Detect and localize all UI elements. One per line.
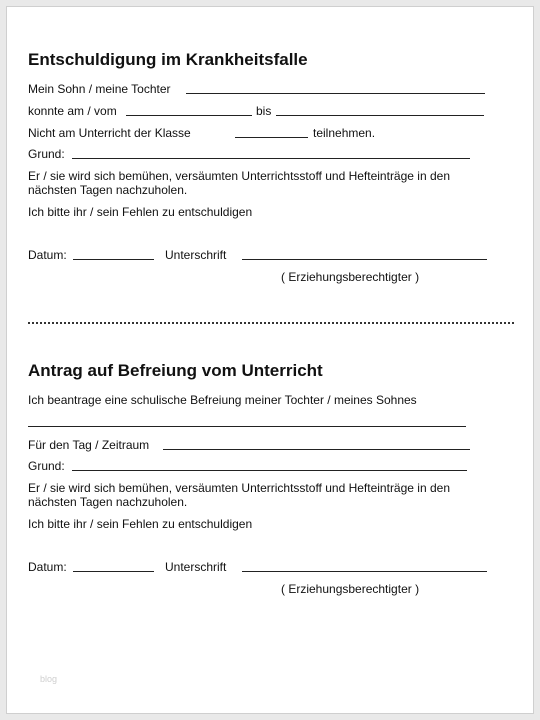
signature-label: Unterschrift [165,560,227,574]
signature-line[interactable] [242,571,487,572]
watermark: blog [40,674,58,684]
dotted-separator [28,320,514,324]
to-label: bis [256,104,272,118]
child-name-line[interactable] [28,426,466,427]
reason-label: Grund: [28,459,65,473]
class-line[interactable] [235,137,308,138]
form-page [6,6,534,714]
son-daughter-label: Mein Sohn / meine Tochter [28,82,171,96]
period-label: Für den Tag / Zeitraum [28,438,150,452]
notice-line-1: Er / sie wird sich bemühen, versäumten Unterrichtsstoff und Hefteinträge in den [28,169,450,183]
section1-title: Entschuldigung im Krankheitsfalle [28,50,308,69]
date-label: Datum: [28,248,67,262]
notice-line-1: Er / sie wird sich bemühen, versäumten Unterrichtsstoff und Hefteinträge in den [28,481,450,495]
reason-label: Grund: [28,147,65,161]
from-date-line[interactable] [126,115,252,116]
guardian-label: ( Erziehungsberechtigter ) [281,270,420,284]
child-name-line[interactable] [186,93,485,94]
reason-line[interactable] [72,470,467,471]
period-line[interactable] [163,449,470,450]
section2-title: Antrag auf Befreiung vom Unterricht [28,361,323,380]
reason-line[interactable] [72,158,470,159]
date-label: Datum: [28,560,67,574]
date-line[interactable] [73,571,154,572]
could-from-label: konnte am / vom [28,104,117,118]
signature-label: Unterschrift [165,248,227,262]
date-line[interactable] [73,259,154,260]
notice-line-2: nächsten Tagen nachzuholen. [28,495,188,509]
notice-line-2: nächsten Tagen nachzuholen. [28,183,188,197]
signature-line[interactable] [242,259,487,260]
excuse-request: Ich bitte ihr / sein Fehlen zu entschuldigen [28,205,253,219]
exemption-request-text: Ich beantrage eine schulische Befreiung meiner Tochter / meines Sohnes [28,393,417,407]
excuse-request: Ich bitte ihr / sein Fehlen zu entschuldigen [28,517,253,531]
participate-label: teilnehmen. [313,126,376,140]
class-label: Nicht am Unterricht der Klasse [28,126,191,140]
guardian-label: ( Erziehungsberechtigter ) [281,582,420,596]
to-date-line[interactable] [276,115,484,116]
